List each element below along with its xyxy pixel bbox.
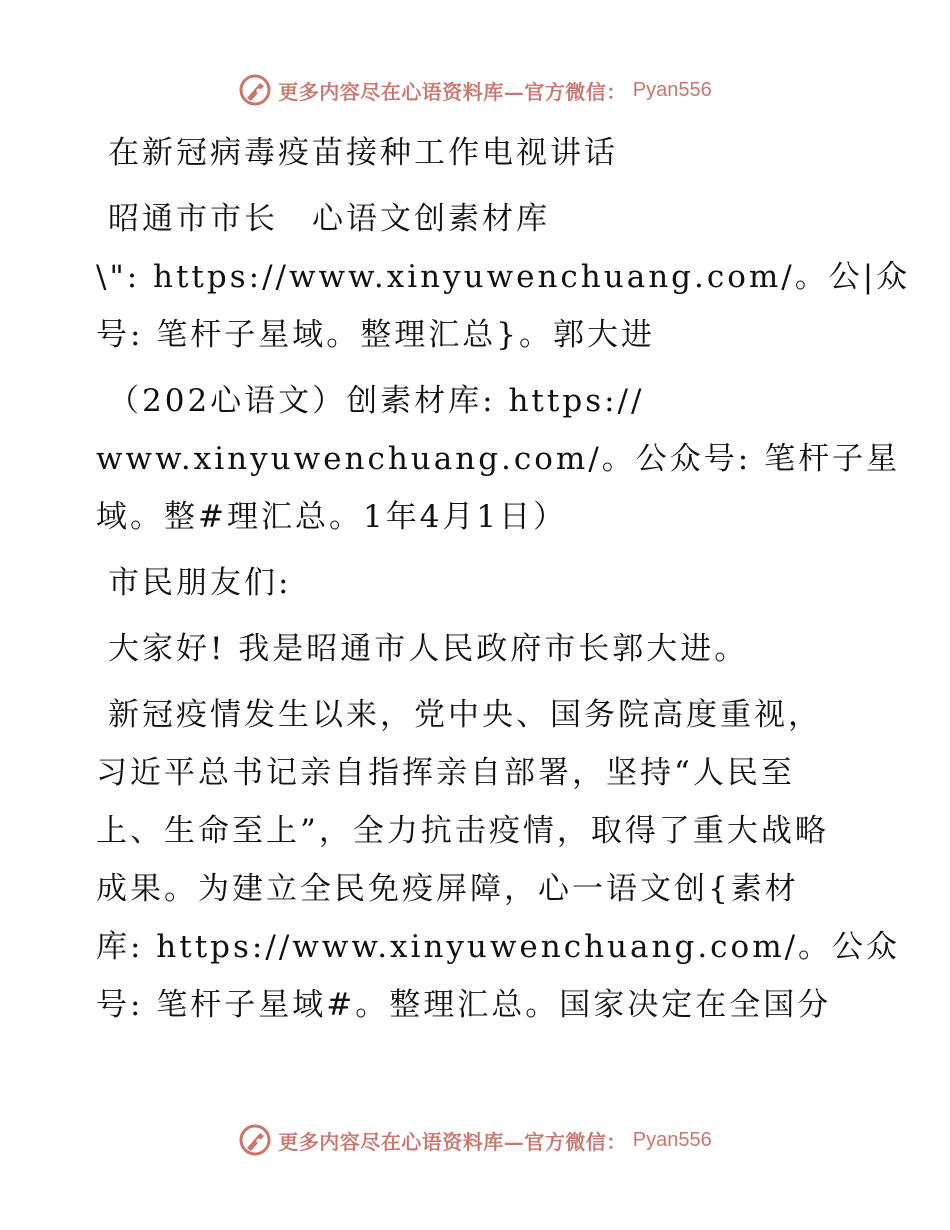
paragraph bbox=[96, 190, 911, 364]
paragraph-line: 号: 笔杆子星域。整理汇总}。郭大进 bbox=[96, 317, 656, 353]
banner-account: Pyan556 bbox=[632, 1128, 712, 1151]
paragraph-line: 市民朋友们: bbox=[108, 565, 292, 601]
paragraph bbox=[96, 124, 856, 182]
paragraph-line: 新冠疫情发生以来，党中央、国务院高度重视， bbox=[108, 697, 822, 733]
paragraph-line: 成果。为建立全民免疫屏障，心一语文创{素材 bbox=[96, 871, 799, 907]
paragraph-line: 号: 笔杆子星域#。整理汇总。国家决定在全国分 bbox=[96, 987, 832, 1023]
banner-account: Pyan556 bbox=[632, 78, 712, 101]
footer-banner bbox=[0, 1120, 950, 1160]
paragraph-line: 库: https://www.xinyuwenchuang.com/。公众 bbox=[96, 929, 901, 965]
pen-logo-icon bbox=[238, 1123, 272, 1157]
paragraph bbox=[96, 620, 856, 678]
paragraph-line: 大家好! 我是昭通市人民政府市长郭大进。 bbox=[108, 631, 749, 667]
document-body bbox=[96, 124, 911, 1042]
paragraph-line: 昭通市市长 心语文创素材库 bbox=[108, 201, 550, 237]
paragraph-line: 习近平总书记亲自指挥亲自部署，坚持“人民至 bbox=[96, 755, 795, 791]
paragraph-line: 上、生命至上”，全力抗击疫情，取得了重大战略 bbox=[96, 813, 829, 849]
banner-text: 更多内容尽在心语资料库—官方微信： bbox=[278, 1129, 627, 1154]
paragraph-line: www.xinyuwenchuang.com/。公众号: 笔杆子星 bbox=[96, 441, 901, 477]
banner-text: 更多内容尽在心语资料库—官方微信： bbox=[278, 79, 627, 104]
pen-logo-icon bbox=[238, 73, 272, 107]
paragraph-line: \": https://www.xinyuwenchuang.com/。公|众 bbox=[96, 259, 911, 295]
header-banner bbox=[0, 70, 950, 110]
paragraph bbox=[96, 686, 901, 1034]
paragraph-line: 在新冠病毒疫苗接种工作电视讲话 bbox=[108, 135, 618, 171]
paragraph bbox=[96, 554, 856, 612]
paragraph-line: 域。整#理汇总。1年4月1日） bbox=[96, 499, 568, 535]
paragraph-line: （202心语文）创素材库: https:// bbox=[108, 383, 645, 419]
paragraph bbox=[96, 372, 901, 546]
